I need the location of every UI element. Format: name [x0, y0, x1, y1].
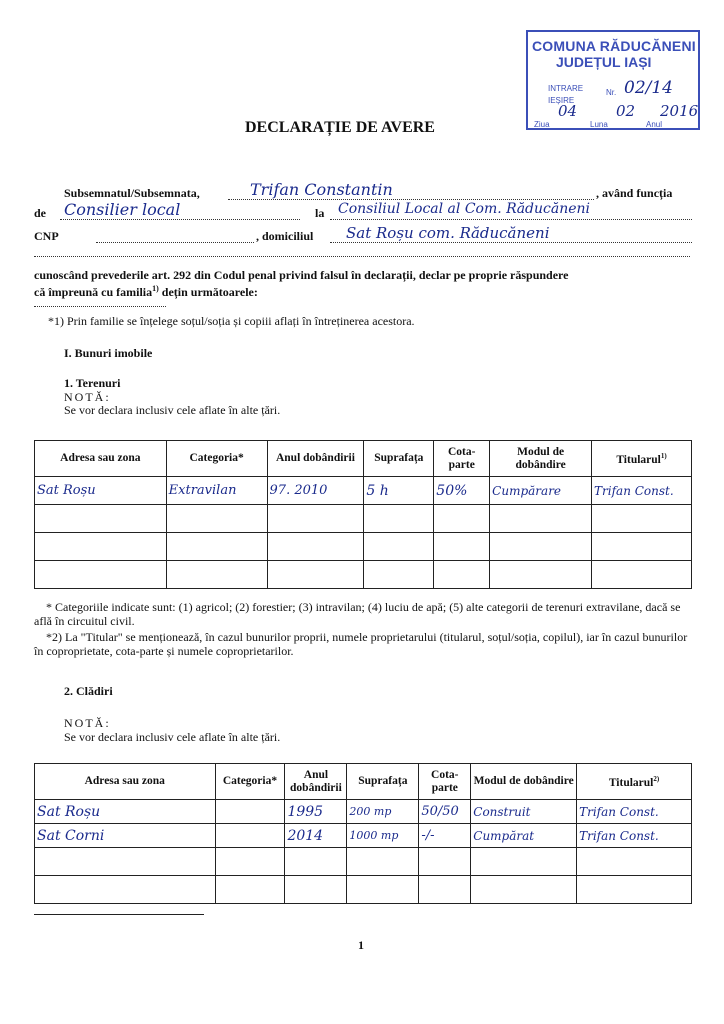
document-title: DECLARAȚIE DE AVERE — [245, 119, 435, 136]
col-cota: Cota-parte — [419, 764, 471, 800]
table-row — [35, 876, 692, 904]
footnote-separator — [34, 914, 204, 915]
page-number: 1 — [358, 938, 364, 952]
intro-text: cunoscând prevederile art. 292 din Codul penal privind falsul în declarații, declar pe proprie răspundere că împreună cu familia$^{1)}$ dețin următoarele: — [34, 268, 569, 299]
table-row: Sat Roșu 1995 200 mp 50/50 Construit Trifan Const. — [35, 800, 692, 824]
col-categoria: Categoria* — [215, 764, 285, 800]
table-row — [35, 848, 692, 876]
stamp-luna-value: 02 — [616, 102, 636, 120]
stamp-zi-value: 04 — [558, 102, 578, 120]
name-value: Trifan Constantin — [250, 180, 393, 199]
domiciliul-value: Sat Roșu com. Răducăneni — [346, 224, 550, 242]
de-label: de — [34, 206, 46, 220]
nota2-label: NOTĂ: — [64, 716, 111, 730]
col-adresa: Adresa sau zona — [35, 764, 216, 800]
cladiri-title: 2. Clădiri — [64, 684, 113, 698]
la-label: la — [315, 206, 325, 220]
cladiri-table — [34, 763, 692, 904]
nota1-text: Se vor declara inclusiv cele aflate în alte țări. — [64, 403, 281, 417]
table-row — [35, 533, 692, 561]
nota1-label: NOTĂ: — [64, 390, 111, 404]
col-categoria: Categoria* — [166, 441, 267, 477]
stamp-luna-label: Luna — [590, 120, 608, 129]
terenuri-header-row — [35, 441, 692, 477]
col-modul: Modul de dobândire — [490, 441, 592, 477]
col-anul: Anul dobândirii — [267, 441, 364, 477]
categorii-note: * Categoriile indicate sunt: (1) agricol; (2) forestier; (3) intravilan; (4) luciu de apă; (5) alte categorii de terenuri extravilane, dacă se află în circuitul civil. — [34, 600, 681, 628]
stamp-nr-label: Nr. — [606, 88, 617, 97]
nota2-text: Se vor declara inclusiv cele aflate în alte țări. — [64, 730, 281, 744]
cladiri-header-row — [35, 764, 692, 800]
stamp-anul-value: 2016 — [660, 102, 699, 120]
col-modul: Modul de dobândire — [471, 764, 577, 800]
cnp-label: CNP — [34, 229, 59, 243]
terenuri-title: 1. Terenuri — [64, 376, 121, 390]
stamp-line1: COMUNA RĂDUCĂNENI — [532, 38, 696, 54]
stamp-nr-value: 02/14 — [624, 78, 673, 98]
table-row — [35, 561, 692, 589]
stamp-zi-label: Ziua — [534, 120, 550, 129]
col-suprafata: Suprafața — [347, 764, 419, 800]
stamp-iesire: IEȘIRE — [548, 96, 575, 105]
stamp-line2: JUDEȚUL IAȘI — [556, 54, 652, 70]
family-footnote: *1) Prin familie se înțelege soțul/soția și copiii aflați în întreținerea acestora. — [48, 314, 415, 328]
table-row: Sat Roșu Extravilan 97. 2010 5 h 50% Cumpărare Trifan Const. — [35, 477, 692, 505]
institutia-value: Consiliul Local al Com. Răducăneni — [338, 201, 590, 217]
avand-functia-label: , având funcția — [596, 186, 673, 200]
col-anul: Anul dobândirii — [285, 764, 347, 800]
col-cota: Cota-parte — [434, 441, 490, 477]
stamp-anul-label: Anul — [646, 120, 663, 129]
stamp-intrare: INTRARE — [548, 84, 584, 93]
col-titular: Titularul$^{2)}$ — [577, 764, 692, 800]
col-titular: Titularul$^{1)}$ — [592, 441, 692, 477]
table-row: Sat Corni 2014 1000 mp -/- Cumpărat Trifan Const. — [35, 824, 692, 848]
registration-stamp — [526, 30, 700, 130]
titular-note: *2) La "Titular" se menționează, în cazul bunurilor proprii, numele proprietarului (titularul, soțul/soția, copilul), iar în cazul bunurilor în coproprietate, cota-parte și numele coproprietarilor. — [34, 630, 688, 658]
subsemnatul-label: Subsemnatul/Subsemnata, — [64, 186, 200, 200]
terenuri-table — [34, 440, 692, 589]
table-row — [35, 505, 692, 533]
functia-value: Consilier local — [64, 200, 181, 219]
section1-title: I. Bunuri imobile — [64, 346, 153, 360]
col-suprafata: Suprafața — [364, 441, 434, 477]
domiciliul-label: , domiciliul — [256, 229, 314, 243]
col-adresa: Adresa sau zona — [35, 441, 167, 477]
